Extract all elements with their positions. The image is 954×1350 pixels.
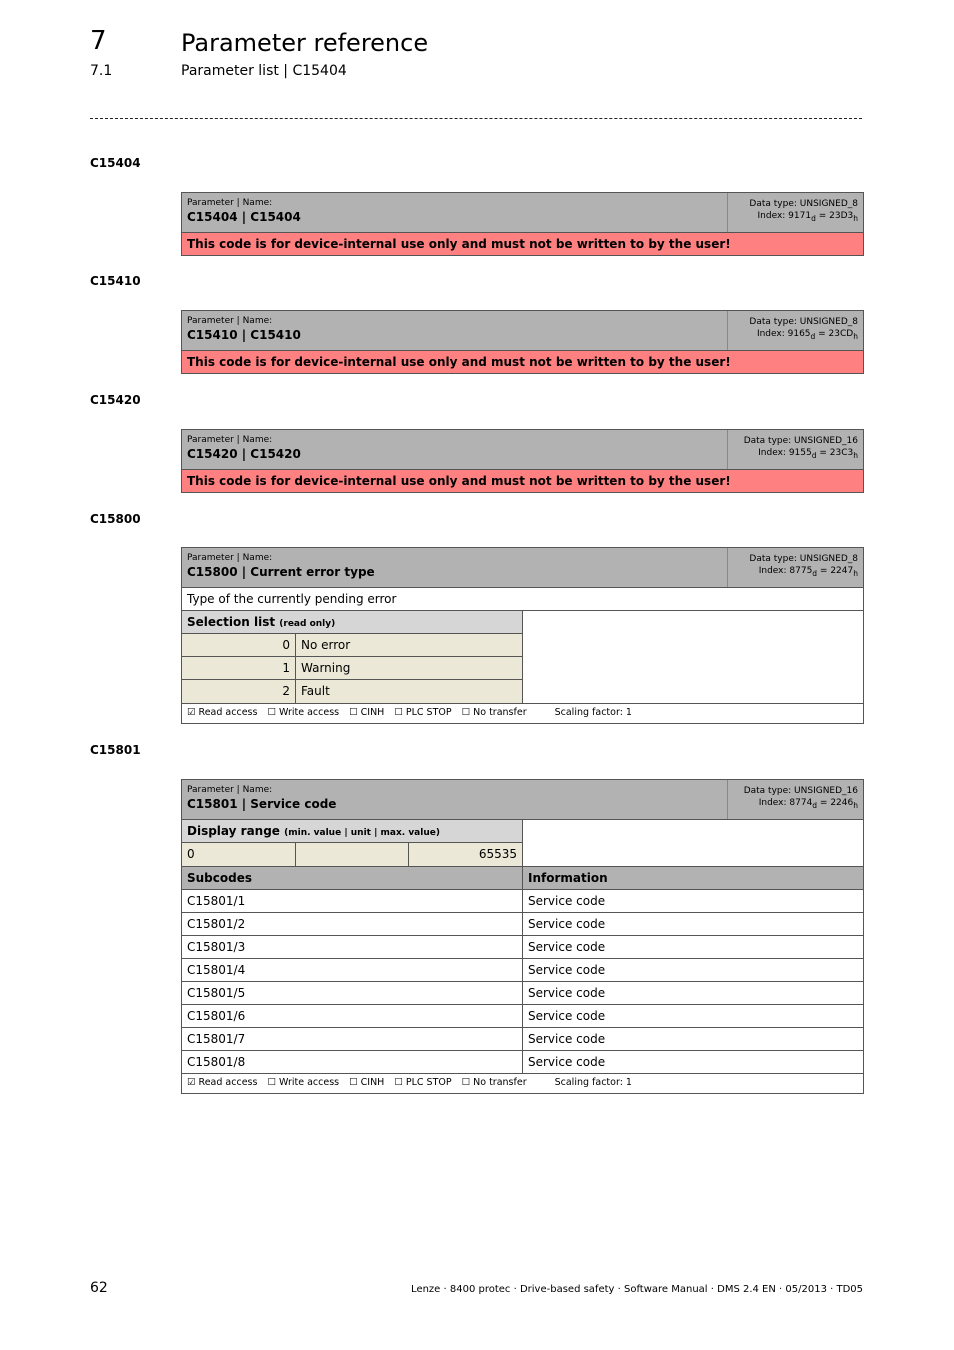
- access-footer: [182, 1074, 863, 1093]
- selection-list-header: Selection list (read only): [182, 611, 522, 634]
- code-heading: C15404: [90, 156, 141, 170]
- data-type: Data type: UNSIGNED_8: [749, 199, 858, 209]
- read-access-flag: ☑ Read access: [187, 707, 258, 718]
- warning-text: This code is for device-internal use only and must not be written to by the user!: [182, 351, 863, 373]
- parameter-table: [181, 192, 864, 256]
- description-row: [182, 588, 863, 611]
- write-access-flag: ☐ Write access: [267, 707, 340, 718]
- parameter-label: Parameter | Name:: [187, 785, 273, 795]
- no-transfer-flag: ☐ No transfer: [461, 707, 527, 718]
- display-range-header: Display range (min. value | unit | max. value): [182, 820, 522, 843]
- selection-row: [182, 634, 522, 657]
- table-row: C15801/7 Service code: [182, 1028, 863, 1051]
- parameter-name: C15801 | Service code: [187, 797, 337, 811]
- page-footer-text: Lenze · 8400 protec · Drive-based safety · Software Manual · DMS 2.4 EN · 05/2013 · TD05: [411, 1284, 863, 1295]
- parameter-index: Index: $9155_d = 23C3_h$: [758, 448, 858, 460]
- scaling-factor: Scaling factor: 1: [554, 1077, 632, 1088]
- subcodes-column-header: Subcodes: [182, 867, 523, 889]
- selection-value: 1: [182, 657, 296, 679]
- page-number: 62: [90, 1280, 108, 1296]
- plc-stop-flag: ☐ PLC STOP: [394, 707, 452, 718]
- code-heading: C15800: [90, 512, 141, 526]
- parameter-index: Index: $9165_d = 23CD_h$: [756, 329, 858, 341]
- table-row: C15801/2 Service code: [182, 913, 863, 936]
- selection-text: Warning: [301, 661, 351, 675]
- parameter-header: [182, 430, 863, 470]
- parameter-index: Index: $8775_d = 2247_h$: [758, 566, 858, 578]
- display-unit: [296, 843, 410, 866]
- table-row: C15801/4 Service code: [182, 959, 863, 982]
- selection-text: No error: [301, 638, 351, 652]
- data-type: Data type: UNSIGNED_8: [749, 317, 858, 327]
- parameter-header: [182, 780, 863, 820]
- parameter-label: Parameter | Name:: [187, 198, 273, 208]
- parameter-index: Index: $8774_d = 2246_h$: [758, 798, 858, 810]
- section-number: 7.1: [90, 63, 113, 79]
- plc-stop-flag: ☐ PLC STOP: [394, 1077, 452, 1088]
- selection-text: Fault: [301, 684, 330, 698]
- chapter-title: Parameter reference: [181, 29, 429, 57]
- information-column-header: Information: [528, 871, 608, 885]
- section-title: Parameter list | C15404: [181, 63, 347, 79]
- parameter-name: C15410 | C15410: [187, 328, 301, 342]
- header-divider: [90, 118, 862, 119]
- selection-row: [182, 680, 522, 703]
- parameter-label: Parameter | Name:: [187, 316, 273, 326]
- write-access-flag: ☐ Write access: [267, 1077, 340, 1088]
- no-transfer-flag: ☐ No transfer: [461, 1077, 527, 1088]
- parameter-header: [182, 311, 863, 351]
- data-type: Data type: UNSIGNED_8: [749, 554, 858, 564]
- code-heading: C15420: [90, 393, 141, 407]
- warning-text: This code is for device-internal use only and must not be written to by the user!: [182, 470, 863, 492]
- cinh-flag: ☐ CINH: [349, 1077, 385, 1088]
- parameter-index: Index: $9171_d = 23D3_h$: [757, 211, 858, 223]
- selection-value: 0: [182, 634, 296, 656]
- chapter-number: 7: [90, 26, 107, 56]
- warning-text: This code is for device-internal use only and must not be written to by the user!: [182, 233, 863, 255]
- data-type: Data type: UNSIGNED_16: [743, 436, 858, 446]
- parameter-name: C15800 | Current error type: [187, 565, 375, 579]
- table-row: C15801/5 Service code: [182, 982, 863, 1005]
- code-heading: C15801: [90, 743, 141, 757]
- parameter-name: C15404 | C15404: [187, 210, 301, 224]
- parameter-label: Parameter | Name:: [187, 553, 273, 563]
- display-range: [182, 820, 863, 867]
- cinh-flag: ☐ CINH: [349, 707, 385, 718]
- subcodes-header: [182, 867, 863, 890]
- data-type: Data type: UNSIGNED_16: [743, 786, 858, 796]
- parameter-header: [182, 193, 863, 233]
- table-row: C15801/3 Service code: [182, 936, 863, 959]
- selection-list: [182, 611, 863, 704]
- display-max: 65535: [478, 847, 518, 861]
- read-access-flag: ☑ Read access: [187, 1077, 258, 1088]
- parameter-table: [181, 547, 864, 724]
- parameter-header: [182, 548, 863, 588]
- code-heading: C15410: [90, 274, 141, 288]
- scaling-factor: Scaling factor: 1: [554, 707, 632, 718]
- table-row: C15801/1 Service code: [182, 890, 863, 913]
- parameter-name: C15420 | C15420: [187, 447, 301, 461]
- description-text: Type of the currently pending error: [187, 592, 397, 606]
- parameter-label: Parameter | Name:: [187, 435, 273, 445]
- parameter-table: [181, 429, 864, 493]
- parameter-table: [181, 779, 864, 1094]
- display-min: 0: [182, 843, 296, 866]
- access-footer: [182, 704, 863, 723]
- selection-row: [182, 657, 522, 680]
- selection-value: 2: [182, 680, 296, 703]
- parameter-table: [181, 310, 864, 374]
- table-row: C15801/6 Service code: [182, 1005, 863, 1028]
- table-row: C15801/8 Service code: [182, 1051, 863, 1074]
